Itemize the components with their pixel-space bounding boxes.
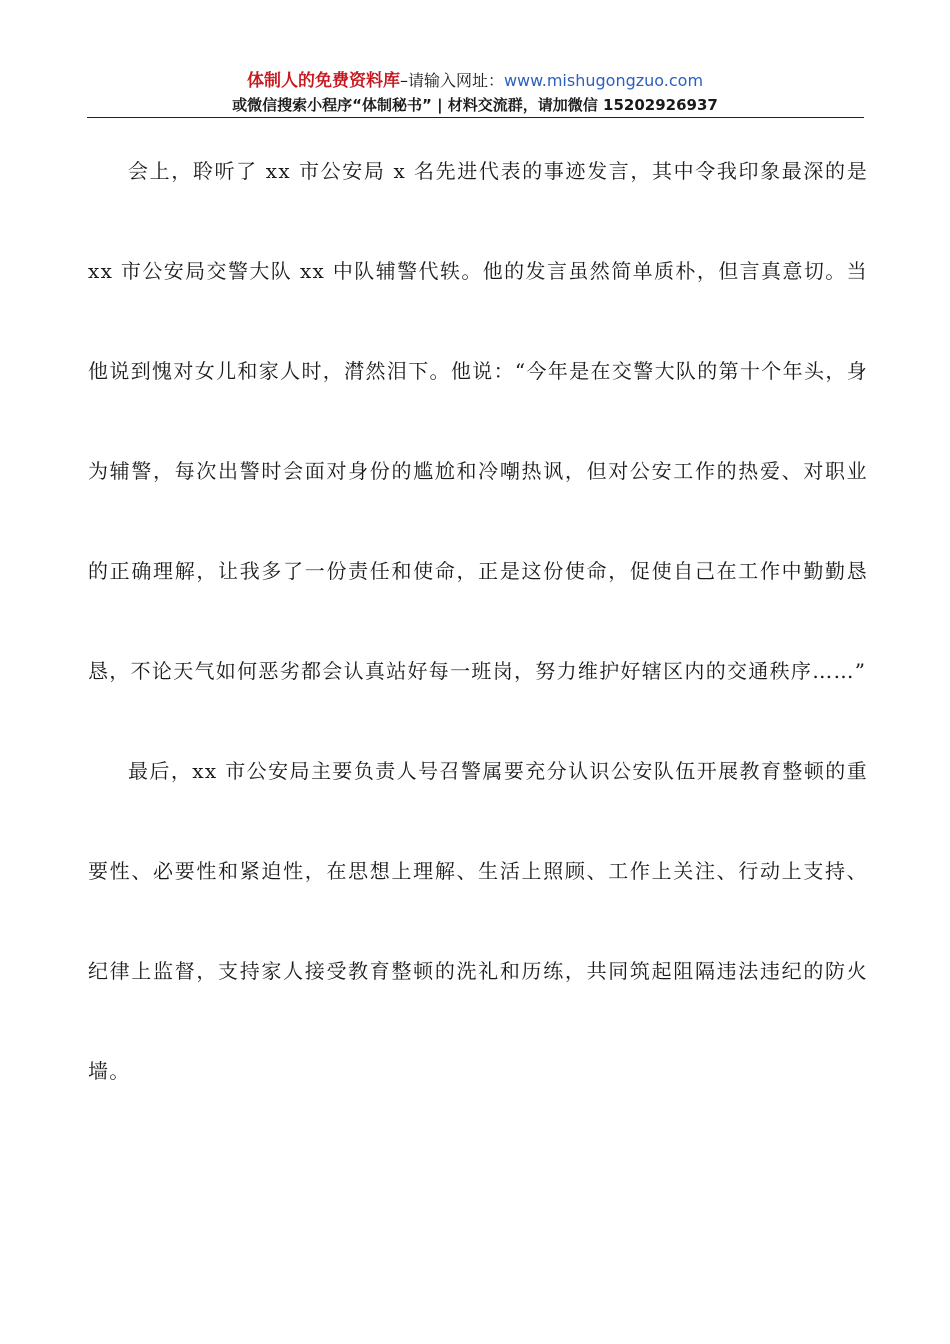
brand-title: 体制人的免费资料库 [246, 71, 400, 91]
url-prompt: –请输入网址： [399, 71, 504, 90]
page-header [0, 68, 950, 116]
header-divider [87, 117, 864, 118]
paragraph-closing-call: 最后，xx 市公安局主要负责人号召警属要充分认识公安队伍开展教育整顿的重要性、必要性和紧迫性，在思想上理解、生活上照顾、工作上关注、行动上支持、纪律上监督，支持家人接受教育整顿的洗礼和历练，共同筑起阻隔违法违纪的防火墙。 [88, 759, 868, 1083]
paragraph-meeting-speech: 会上，聆听了 xx 市公安局 x 名先进代表的事迹发言，其中令我印象最深的是 xx 市公安局交警大队 xx 中队辅警代轶。他的发言虽然简单质朴，但言真意切。当他说到愧对女儿和家人时，潸然泪下。他说：“今年是在交警大队的第十个年头，身为辅警，每次出警时会面对身份的尴尬和冷嘲热讽，但对公安工作的热爱、对职业的正确理解，让我多了一份责任和使命，正是这份使命，促使自己在工作中勤勤恳恳，不论天气如何恶劣都会认真站好每一班岗，努力维护好辖区内的交通秩序……” [88, 159, 868, 683]
document-body [88, 121, 868, 1121]
header-line-2: 或微信搜索小程序“体制秘书” | 材料交流群，请加微信 15202926937 [232, 96, 718, 114]
header-line-1 [0, 68, 950, 94]
website-link[interactable]: www.mishugongzuo.com [503, 71, 704, 90]
